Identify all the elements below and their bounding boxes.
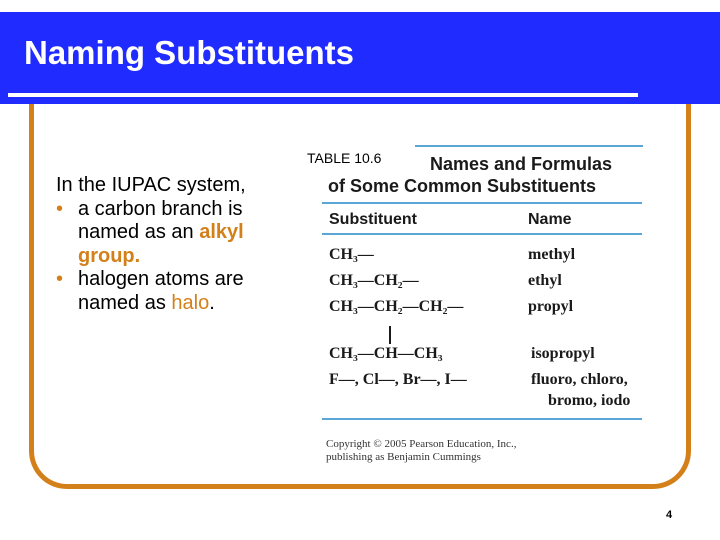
halo-term: halo — [171, 291, 210, 314]
bullet-item-halogen — [56, 268, 306, 292]
substituent-methyl: CH₃— — [329, 246, 374, 263]
bullet-text-carbon-cont — [56, 221, 306, 245]
alkyl-term: alkyl — [199, 221, 244, 243]
bullet-text-halogen: halogen atoms are — [78, 268, 244, 290]
copyright-notice — [326, 438, 516, 464]
bullet-text-carbon-end — [56, 245, 306, 269]
title-underline — [8, 93, 638, 97]
table-header-rule-bottom — [322, 233, 642, 235]
bullet-item-carbon — [56, 198, 306, 222]
bullet-text-carbon: a carbon branch is — [78, 197, 243, 220]
page-number: 4 — [666, 509, 673, 521]
table-title-line2: of Some Common Substituents — [328, 176, 597, 196]
name-halo-line1: fluoro, chloro, — [531, 371, 628, 388]
substituent-isopropyl: CH₃—CH—CH₃ — [329, 345, 443, 362]
carbon-cont-text: named as an — [78, 221, 200, 243]
name-propyl: propyl — [528, 298, 574, 315]
table-title — [328, 153, 648, 197]
intro-text: In the IUPAC system, — [56, 174, 246, 196]
table-caption: TABLE 10.6 — [307, 150, 382, 166]
table-title-line1: Names and Formulas — [430, 154, 613, 174]
copyright-line1: Copyright © 2005 Pearson Education, Inc., — [326, 438, 517, 450]
table-bottom-rule — [322, 418, 642, 420]
branch-bond — [389, 326, 391, 344]
copyright-line2: publishing as Benjamin Cummings — [326, 451, 481, 463]
name-halo-line2: bromo, iodo — [548, 392, 631, 409]
substituent-ethyl: CH₃—CH₂— — [329, 272, 419, 289]
column-header-substituent: Substituent — [329, 211, 417, 228]
name-isopropyl: isopropyl — [531, 345, 595, 362]
table-header-rule-top — [322, 202, 642, 204]
column-header-name: Name — [528, 211, 572, 228]
halogen-end-punct: . — [209, 291, 215, 314]
bullet-icon: • — [56, 197, 64, 220]
bullet-text-halogen-cont — [56, 292, 306, 316]
body-text — [56, 174, 306, 315]
slide-title: Naming Substituents — [24, 34, 355, 71]
substituent-propyl: CH₃—CH₂—CH₂— — [329, 298, 464, 315]
halogen-cont-text: named as — [78, 291, 172, 314]
substituent-halo: F—, Cl—, Br—, I— — [329, 371, 467, 388]
name-methyl: methyl — [528, 246, 576, 263]
group-term: group. — [78, 244, 141, 267]
bullet-icon: • — [56, 268, 64, 290]
title-bar — [0, 12, 720, 104]
name-ethyl: ethyl — [528, 272, 562, 289]
table-top-rule — [415, 145, 643, 147]
